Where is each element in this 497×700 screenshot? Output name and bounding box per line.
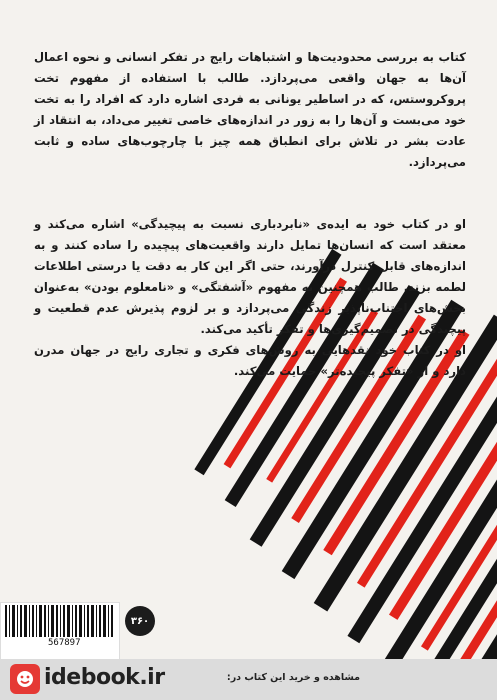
- barcode-bars-icon: [1, 603, 119, 639]
- idebook-logo-icon: [10, 664, 40, 694]
- barcode: [0, 602, 120, 660]
- description-paragraph-2b: او در کتاب خود نقدهایی به روش‌های فکری و تجاری رایج در جهان مدرن دارد و از «تفکر پیچیده‌تر» حمایت می‌کند.: [34, 343, 466, 378]
- publisher-logo: ۳۶۰: [125, 606, 155, 636]
- description-paragraph-1: کتاب به بررسی محدودیت‌ها و اشتباهات رایج در تفکر انسانی و نحوه اعمال آن‌ها به جهان واقعی می‌پردازد. طالب با استفاده از مفهوم تخت پروکروستس، که در اساطیر یونانی به فردی اشاره دارد که افراد را به تخت خود می‌بست و آن‌ها را به زور در اندازه‌های خاصی تغییر می‌داد، به انتقاد از عادت بشر در تلاش برای انطباق همه چیز با چارچوب‌های ساده و ثابت می‌پردازد.: [34, 50, 466, 169]
- description-paragraph-2: [34, 214, 466, 382]
- footer-brand-link[interactable]: idebook.ir: [44, 665, 165, 690]
- description-paragraph-2a: او در کتاب خود به ایده‌ی «نابردباری نسبت به پیچیدگی» اشاره می‌کند و معتقد است که انسان‌ها تمایل دارند واقعیت‌های پیچیده را ساده کنند و به اندازه‌های قابل کنترل درآورند، حتی اگر این کار به دقت یا درستی اطلاعات لطمه بزند. طالب همچنین به مفهوم «آشفتگی» و «نامعلوم بودن» به‌عنوان بخش‌های اجتناب‌ناپذیر زندگی می‌پردازد و بر لزوم پذیرش عدم قطعیت و پیچیدگی در تصمیم‌گیری‌ها و تفکر تأکید می‌کند.: [34, 217, 466, 336]
- footer-caption: مشاهده و خرید این کتاب در:: [226, 672, 360, 683]
- barcode-number: 567897: [48, 638, 81, 648]
